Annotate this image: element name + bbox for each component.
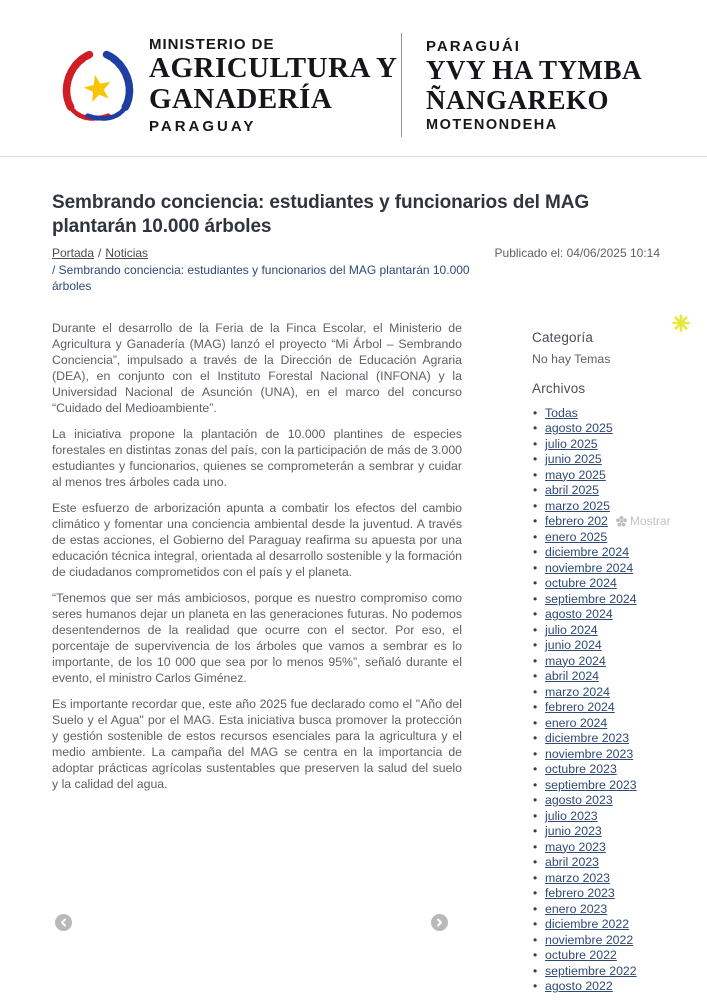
archive-link[interactable]: diciembre 2023 — [545, 731, 630, 745]
archive-link[interactable]: noviembre 2024 — [545, 560, 634, 575]
mostrar-overlay-button[interactable] — [616, 514, 671, 530]
archive-link[interactable]: octubre 2022 — [545, 948, 617, 962]
breadcrumb-link-noticias[interactable]: Noticias — [105, 246, 149, 260]
archive-item — [545, 468, 671, 484]
archive-link[interactable]: junio 2023 — [545, 824, 602, 838]
archive-item — [545, 824, 671, 840]
logo-gn-line2: ÑANGAREKO — [426, 84, 610, 115]
archive-item — [545, 654, 671, 670]
logo-gn-bottom: MOTENONDEHA — [426, 116, 558, 133]
archive-item — [545, 964, 671, 980]
archive-item — [545, 917, 671, 933]
accessibility-asterisk-icon[interactable] — [671, 313, 691, 333]
archive-link[interactable]: marzo 2023 — [545, 870, 610, 885]
archive-link[interactable]: mayo 2024 — [545, 653, 606, 668]
content-row — [52, 320, 671, 995]
archive-link[interactable]: diciembre 2022 — [545, 917, 630, 931]
archive-link[interactable]: mayo 2023 — [545, 839, 606, 854]
site-header — [0, 0, 707, 157]
archive-link[interactable]: diciembre 2024 — [545, 545, 630, 559]
archive-link[interactable]: noviembre 2023 — [545, 746, 634, 761]
logo-es-bottom: PARAGUAY — [149, 117, 257, 135]
published-date: Publicado el: 04/06/2025 10:14 — [494, 246, 660, 260]
archive-item — [545, 886, 671, 902]
article-paragraph: La iniciativa propone la plantación de 10.000 plantines de especies forestales en distintas zonas del país, con la participación de más de 3.000 estudiantes y funcionarios, quienes se comprometerán a sembrar y cuidar al menos tres árboles cada uno. — [52, 426, 462, 489]
archive-link[interactable]: agosto 2025 — [545, 421, 613, 435]
logo-divider — [401, 33, 402, 137]
archive-link[interactable]: febrero 2023 — [545, 886, 615, 900]
archive-link[interactable]: septiembre 2022 — [545, 963, 637, 978]
archive-link[interactable]: abril 2024 — [545, 669, 600, 683]
chevron-left-icon — [59, 918, 68, 927]
archive-item — [545, 483, 671, 499]
archive-item — [545, 545, 671, 561]
archive-link[interactable]: mayo 2025 — [545, 467, 606, 482]
article-paragraphs — [52, 320, 462, 792]
archive-item — [545, 437, 671, 453]
archives-heading: Archivos — [532, 380, 586, 396]
archive-item — [545, 948, 671, 964]
archive-link[interactable]: noviembre 2022 — [545, 932, 634, 947]
logo-gn — [426, 38, 642, 133]
mostrar-label: Mostrar — [629, 514, 671, 528]
article-paragraph: Durante el desarrollo de la Feria de la Finca Escolar, el Ministerio de Agricultura y Ganadería (MAG) lanzó el proyecto “Mi Árbol – Sembrando Conciencia”, impulsado a través de la Dirección de Educación Agraria (DEA), en conjunto con el Instituto Forestal Nacional (INFONA) y la Universidad Nacional de Asunción (UNA), en el marco del concurso “Cuidado del Medioambiente”. — [52, 320, 462, 415]
article-paragraph: “Tenemos que ser más ambiciosos, porque es nuestro compromiso como seres humanos dejar un planeta en las generaciones futuras. No podemos desentendernos de la realidad que ocurre con el sector. Por eso, el porcentaje de supervivencia de los árboles que vamos a sembrar es lo importante, de los 10 000 que sea por lo menos 95%”, señaló durante el evento, el ministro Carlos Giménez. — [52, 590, 462, 685]
archive-item — [545, 809, 671, 825]
logo-es — [149, 36, 399, 135]
archive-link[interactable]: junio 2025 — [545, 452, 602, 466]
archive-item — [545, 685, 671, 701]
archive-item — [545, 530, 671, 546]
archive-item — [545, 979, 671, 995]
archive-link[interactable]: enero 2024 — [545, 715, 608, 730]
logo-es-top: MINISTERIO DE — [149, 35, 275, 53]
archive-link[interactable]: enero 2023 — [545, 901, 608, 916]
breadcrumb-current: / Sembrando conciencia: estudiantes y funcionarios del MAG plantarán 10.000 árboles — [52, 262, 470, 293]
archive-item — [545, 406, 671, 422]
archive-item — [545, 871, 671, 887]
archive-item — [545, 623, 671, 639]
archive-link[interactable]: octubre 2024 — [545, 576, 617, 590]
sidebar — [532, 320, 671, 995]
archive-link[interactable]: julio 2024 — [545, 622, 598, 637]
archive-item — [545, 855, 671, 871]
archive-link[interactable]: agosto 2024 — [545, 607, 613, 621]
logo-gn-top: PARAGUÁI — [426, 37, 521, 55]
archive-link[interactable]: abril 2023 — [545, 855, 600, 869]
archive-link[interactable]: Todas — [545, 405, 578, 420]
archive-item — [545, 762, 671, 778]
archive-item — [545, 669, 671, 685]
logo-es-line1: AGRICULTURA Y — [149, 51, 398, 84]
logo-es-line2: GANADERÍA — [149, 82, 333, 115]
archive-link[interactable]: agosto 2022 — [545, 979, 613, 993]
archive-item — [545, 716, 671, 732]
flower-icon — [616, 516, 627, 527]
archive-item — [545, 499, 671, 515]
archive-link[interactable]: septiembre 2024 — [545, 591, 637, 606]
archive-list — [532, 406, 671, 995]
archive-item — [545, 700, 671, 716]
archive-item — [545, 731, 671, 747]
archive-item — [545, 747, 671, 763]
archive-link[interactable]: abril 2025 — [545, 483, 600, 497]
archive-item — [545, 778, 671, 794]
meta-row — [52, 245, 660, 295]
archive-item — [545, 902, 671, 918]
logo-gn-line1: YVY HA TYMBA — [426, 54, 643, 85]
archive-item — [545, 793, 671, 809]
archive-link[interactable]: agosto 2023 — [545, 793, 613, 807]
archive-item — [545, 592, 671, 608]
archive-link[interactable]: julio 2023 — [545, 808, 598, 823]
archive-link[interactable]: febrero 2024 — [545, 700, 615, 714]
archive-item — [545, 452, 671, 468]
archive-item — [545, 561, 671, 577]
paraguay-emblem-icon — [55, 48, 141, 128]
archive-link[interactable]: enero 2025 — [545, 529, 608, 544]
next-button[interactable] — [431, 914, 448, 931]
archive-link[interactable]: junio 2024 — [545, 638, 602, 652]
archive-item — [545, 514, 671, 530]
archive-link[interactable]: octubre 2023 — [545, 762, 617, 776]
archive-item — [545, 840, 671, 856]
chevron-right-icon — [435, 918, 444, 927]
main-content — [0, 191, 707, 995]
prev-button[interactable] — [55, 914, 72, 931]
archive-item — [545, 421, 671, 437]
page-title: Sembrando conciencia: estudiantes y funcionarios del MAG plantarán 10.000 árboles — [52, 192, 590, 237]
archive-link[interactable]: julio 2025 — [545, 436, 598, 451]
breadcrumb-link-portada[interactable]: Portada — [52, 246, 95, 260]
category-heading: Categoría — [532, 329, 594, 345]
breadcrumb — [52, 245, 487, 295]
archive-item — [545, 607, 671, 623]
archive-item — [545, 933, 671, 949]
archive-item — [545, 638, 671, 654]
breadcrumb-separator: / — [98, 246, 102, 260]
article-paragraph: Es importante recordar que, este año 2025 fue declarado como el "Año del Suelo y el Agua" por el MAG. Esta iniciativa busca promover la protección y gestión sostenible de estos recursos esenciales para la agricultura y el medio ambiente. La campaña del MAG se centra en la importancia de adoptar prácticas agrícolas sustentables que preserven la salud del suelo y la calidad del agua. — [52, 696, 462, 791]
article-body — [52, 320, 462, 995]
archive-link[interactable]: febrero 202 — [545, 514, 608, 528]
pager — [52, 914, 462, 931]
archive-link[interactable]: marzo 2025 — [545, 498, 610, 513]
category-empty-text: No hay Temas — [532, 351, 611, 366]
article-paragraph: Este esfuerzo de arborización apunta a combatir los efectos del cambio climático y fomentar una conciencia ambiental desde la juventud. A través de estas acciones, el Gobierno del Paraguay reafirma su apuesta por una educación técnica integral, orientada al desarrollo sostenible y la formación de ciudadanos comprometidos con el país y el planeta. — [52, 500, 462, 579]
archive-item — [545, 576, 671, 592]
archive-link[interactable]: septiembre 2023 — [545, 777, 637, 792]
archive-link[interactable]: marzo 2024 — [545, 684, 610, 699]
